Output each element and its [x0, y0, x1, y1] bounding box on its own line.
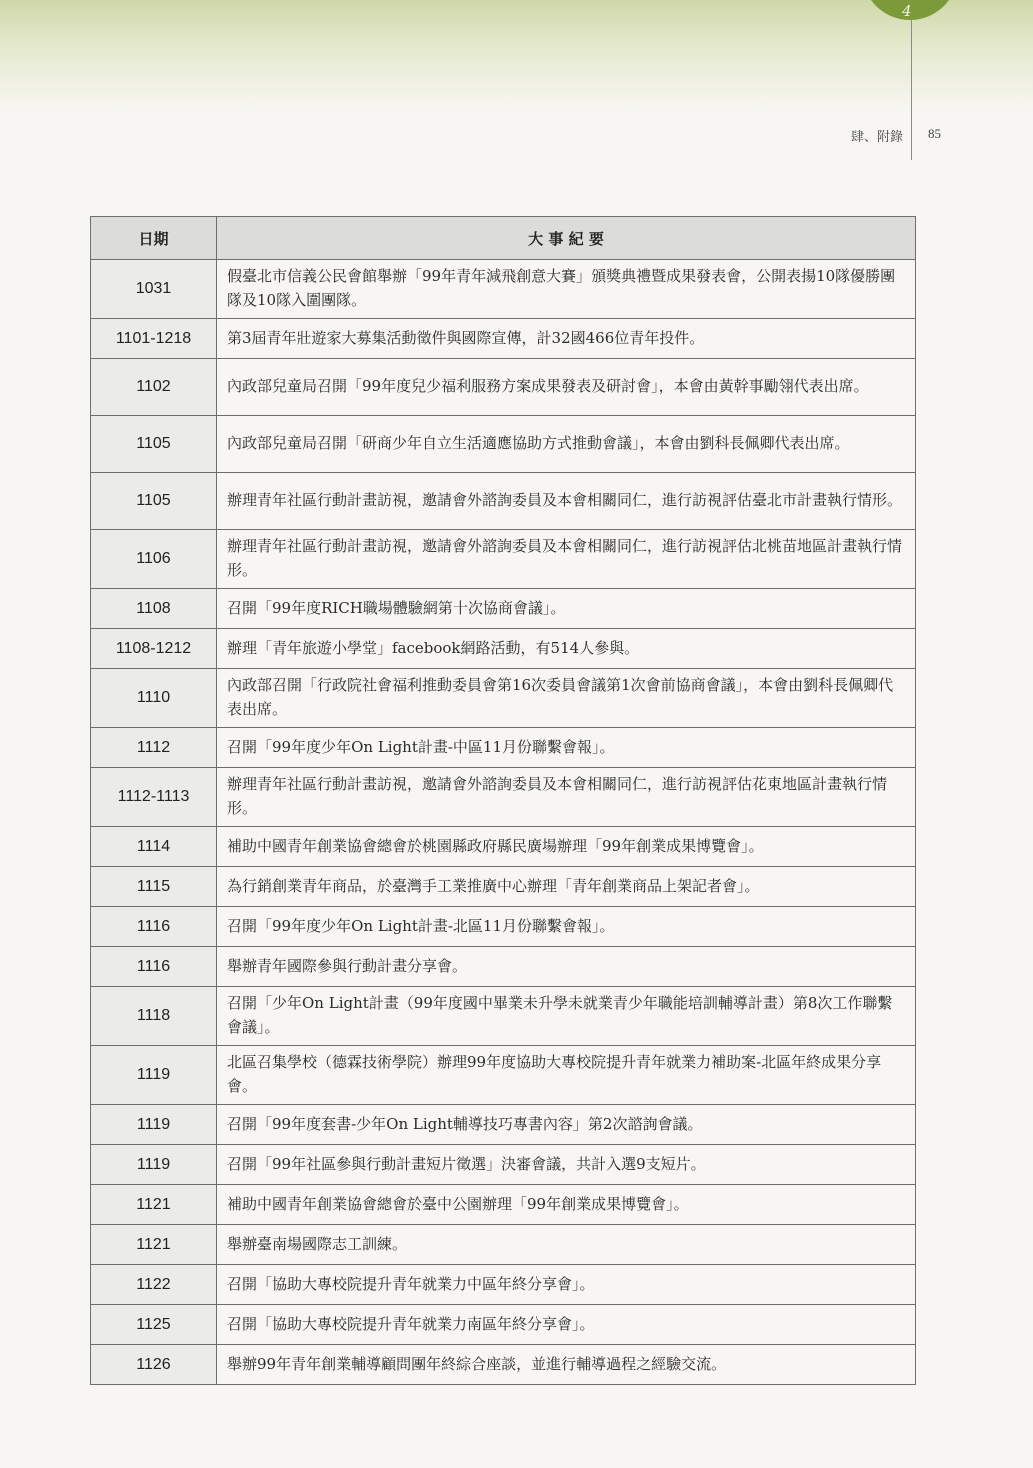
row-date: 1125 [91, 1305, 217, 1345]
table-row [91, 1225, 916, 1265]
row-date: 1126 [91, 1345, 217, 1385]
table-row [91, 1105, 916, 1145]
page-number: 85 [928, 126, 941, 141]
header-date: 日期 [91, 217, 217, 260]
row-description: 辦理青年社區行動計畫訪視，邀請會外諮詢委員及本會相關同仁，進行訪視評估臺北市計畫執行情形。 [217, 473, 916, 530]
events-table [90, 216, 916, 1385]
table-row [91, 260, 916, 319]
row-description: 假臺北市信義公民會館舉辦「99年青年減飛創意大賽」頒獎典禮暨成果發表會，公開表揚10隊優勝團隊及10隊入圍團隊。 [217, 260, 916, 319]
row-date: 1106 [91, 530, 217, 589]
table-row [91, 669, 916, 728]
table-row [91, 1345, 916, 1385]
row-description: 內政部兒童局召開「研商少年自立生活適應協助方式推動會議」，本會由劉科長佩卿代表出席。 [217, 416, 916, 473]
row-date: 1110 [91, 669, 217, 728]
table-row [91, 589, 916, 629]
table-row [91, 473, 916, 530]
row-description: 為行銷創業青年商品，於臺灣手工業推廣中心辦理「青年創業商品上架記者會」。 [217, 867, 916, 907]
table-row [91, 319, 916, 359]
header-events: 大 事 紀 要 [217, 217, 916, 260]
header-divider-line [911, 20, 912, 160]
table-row [91, 1046, 916, 1105]
table-row [91, 827, 916, 867]
row-date: 1102 [91, 359, 217, 416]
row-date: 1121 [91, 1225, 217, 1265]
row-description: 補助中國青年創業協會總會於臺中公園辦理「99年創業成果博覽會」。 [217, 1185, 916, 1225]
row-description: 召開「99年度少年On Light計畫-北區11月份聯繫會報」。 [217, 907, 916, 947]
section-label: 肆、附錄 [850, 130, 903, 145]
row-description: 內政部召開「行政院社會福利推動委員會第16次委員會議第1次會前協商會議」，本會由劉科長佩卿代表出席。 [217, 669, 916, 728]
row-description: 舉辦臺南場國際志工訓練。 [217, 1225, 916, 1265]
row-date: 1118 [91, 987, 217, 1046]
table-row [91, 629, 916, 669]
row-date: 1105 [91, 473, 217, 530]
row-date: 1119 [91, 1145, 217, 1185]
chapter-number: 4 [902, 2, 912, 20]
row-description: 召開「少年On Light計畫（99年度國中畢業未升學未就業青少年職能培訓輔導計畫）第8次工作聯繫會議」。 [217, 987, 916, 1046]
table-row [91, 1265, 916, 1305]
row-date: 1122 [91, 1265, 217, 1305]
row-date: 1101-1218 [91, 319, 217, 359]
row-description: 第3屆青年壯遊家大募集活動徵件與國際宣傳，計32國466位青年投件。 [217, 319, 916, 359]
table-row [91, 907, 916, 947]
row-date: 1105 [91, 416, 217, 473]
row-date: 1114 [91, 827, 217, 867]
table-row [91, 1145, 916, 1185]
table-header-row [91, 217, 916, 260]
table-row [91, 867, 916, 907]
row-description: 召開「協助大專校院提升青年就業力南區年終分享會」。 [217, 1305, 916, 1345]
row-date: 1108 [91, 589, 217, 629]
table-row [91, 987, 916, 1046]
row-date: 1121 [91, 1185, 217, 1225]
row-description: 辦理青年社區行動計畫訪視，邀請會外諮詢委員及本會相關同仁，進行訪視評估花東地區計畫執行情形。 [217, 768, 916, 827]
row-date: 1116 [91, 947, 217, 987]
row-description: 辦理「青年旅遊小學堂」facebook網路活動，有514人參與。 [217, 629, 916, 669]
row-description: 北區召集學校（德霖技術學院）辦理99年度協助大專校院提升青年就業力補助案-北區年終成果分享會。 [217, 1046, 916, 1105]
table-row [91, 1185, 916, 1225]
table-row [91, 728, 916, 768]
row-description: 召開「協助大專校院提升青年就業力中區年終分享會」。 [217, 1265, 916, 1305]
row-description: 內政部兒童局召開「99年度兒少福利服務方案成果發表及研討會」，本會由黃幹事勵翎代表出席。 [217, 359, 916, 416]
row-description: 辦理青年社區行動計畫訪視，邀請會外諮詢委員及本會相關同仁，進行訪視評估北桃苗地區計畫執行情形。 [217, 530, 916, 589]
row-description: 召開「99年社區參與行動計畫短片徵選」決審會議，共計入選9支短片。 [217, 1145, 916, 1185]
row-description: 召開「99年度少年On Light計畫-中區11月份聯繫會報」。 [217, 728, 916, 768]
row-date: 1112-1113 [91, 768, 217, 827]
table-row [91, 1305, 916, 1345]
row-description: 舉辦99年青年創業輔導顧問團年終綜合座談，並進行輔導過程之經驗交流。 [217, 1345, 916, 1385]
table-row [91, 359, 916, 416]
row-date: 1031 [91, 260, 217, 319]
row-date: 1119 [91, 1105, 217, 1145]
row-date: 1116 [91, 907, 217, 947]
header-band [0, 0, 1033, 110]
table-row [91, 768, 916, 827]
row-description: 補助中國青年創業協會總會於桃園縣政府縣民廣場辦理「99年創業成果博覽會」。 [217, 827, 916, 867]
table-row [91, 416, 916, 473]
row-date: 1112 [91, 728, 217, 768]
table-row [91, 947, 916, 987]
row-description: 舉辦青年國際參與行動計畫分享會。 [217, 947, 916, 987]
row-description: 召開「99年度套書-少年On Light輔導技巧專書內容」第2次諮詢會議。 [217, 1105, 916, 1145]
row-date: 1115 [91, 867, 217, 907]
row-description: 召開「99年度RICH職場體驗網第十次協商會議」。 [217, 589, 916, 629]
table-row [91, 530, 916, 589]
row-date: 1119 [91, 1046, 217, 1105]
row-date: 1108-1212 [91, 629, 217, 669]
